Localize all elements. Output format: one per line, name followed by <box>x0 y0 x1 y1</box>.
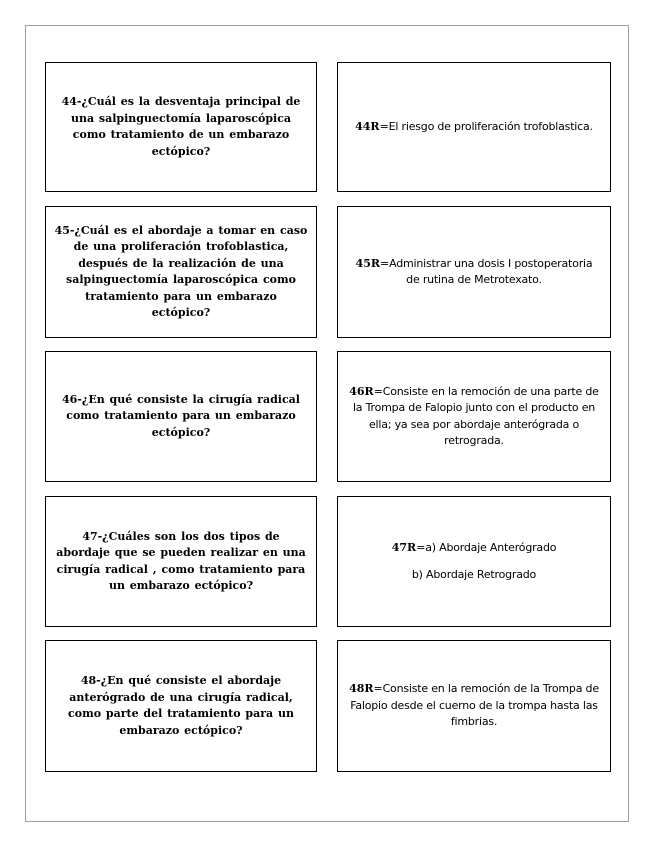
question-text-48: 48-¿En qué consiste el abordaje anterógrado de una cirugía radical, como parte del tratamiento para un embarazo ectópico? <box>68 674 294 737</box>
answer-separator: = <box>416 541 426 554</box>
answer-card-46 <box>337 351 611 482</box>
question-card-46 <box>45 351 317 482</box>
answer-body-48: Consiste en la remoción de la Trompa de Falopio desde el cuerno de la trompa hasta las fimbrias. <box>350 682 599 729</box>
answer-text-47 <box>392 540 557 583</box>
answer-body-44: El riesgo de proliferación trofoblastica. <box>388 119 593 133</box>
answer-body-45: Administrar una dosis I postoperatoria de rutina de Metrotexato. <box>389 256 593 286</box>
question-card-48 <box>45 640 317 772</box>
answer-body-46: Consiste en la remoción de una parte de la Trompa de Falopio junto con el producto en ella; ya sea por abordaje anterógrada o retrograda. <box>352 384 599 447</box>
answer-separator: = <box>379 119 389 133</box>
answer-text-44 <box>355 119 593 136</box>
question-text-44: 44-¿Cuál es la desventaja principal de una salpinguectomía laparoscópica como tratamiento de un embarazo ectópico? <box>61 95 301 158</box>
answer-separator: = <box>380 256 390 270</box>
question-card-44 <box>45 62 317 192</box>
question-text-46: 46-¿En qué consiste la cirugía radical como tratamiento para un embarazo ectópico? <box>62 392 300 439</box>
answer-id-46: 46R <box>349 384 374 398</box>
answer-card-44 <box>337 62 611 192</box>
answer-separator: = <box>373 682 383 696</box>
answer-id-45: 45R <box>355 256 381 270</box>
answer-line-2: b) Abordaje Retrogrado <box>411 567 537 581</box>
question-card-45 <box>45 206 317 338</box>
answer-text-48 <box>348 681 600 731</box>
answer-id-44: 44R <box>355 119 380 133</box>
answer-id-48: 48R <box>349 682 374 696</box>
question-card-47 <box>45 496 317 627</box>
question-text-47: 47-¿Cuáles son los dos tipos de abordaje que se pueden realizar en una cirugía radical , como tratamiento para un embarazo ectópico? <box>56 529 306 592</box>
answer-line-1 <box>392 540 557 557</box>
answer-id-47: 47R <box>391 541 417 554</box>
answer-body-47: a) Abordaje Anterógrado <box>425 541 557 554</box>
answer-text-45 <box>348 256 600 289</box>
question-text-45: 45-¿Cuál es el abordaje a tomar en caso de una proliferación trofoblastica, después de la realización de una salpinguectomía laparoscópica como tratamiento para un embarazo ectópico? <box>54 223 308 319</box>
answer-card-45 <box>337 206 611 338</box>
answer-card-47 <box>337 496 611 627</box>
answer-text-46 <box>348 384 600 450</box>
answer-card-48 <box>337 640 611 772</box>
answer-separator: = <box>373 384 383 398</box>
